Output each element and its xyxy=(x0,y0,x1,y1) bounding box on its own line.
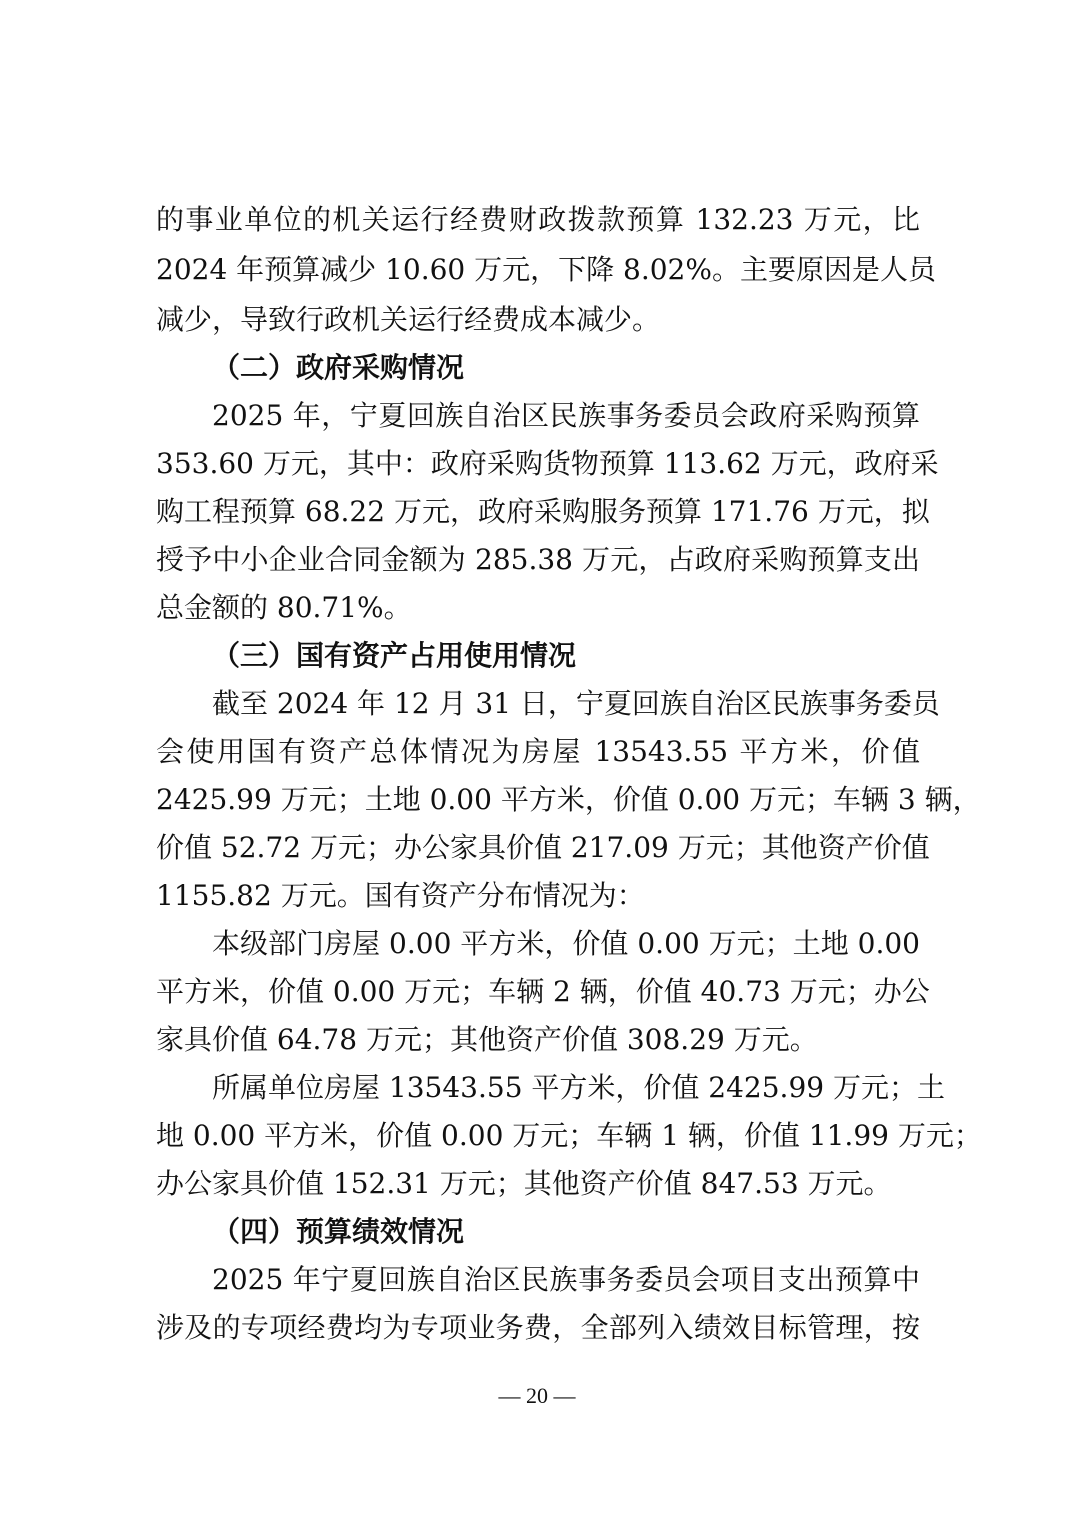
section-heading-state-assets: （三）国有资产占用使用情况 xyxy=(212,639,577,672)
paragraph-line: 会使用国有资产总体情况为房屋 13543.55 平方米，价值 xyxy=(156,735,920,768)
paragraph-line: 总金额的 80.71%。 xyxy=(156,591,412,624)
paragraph-line: 2425.99 万元；土地 0.00 平方米，价值 0.00 万元；车辆 3 辆， xyxy=(156,783,981,816)
page-number: — 20 — xyxy=(498,1383,576,1408)
paragraph-line: 减少，导致行政机关运行经费成本减少。 xyxy=(156,303,661,336)
paragraph-line: 截至 2024 年 12 月 31 日，宁夏回族自治区民族事务委员 xyxy=(212,687,940,720)
paragraph-line: 购工程预算 68.22 万元，政府采购服务预算 171.76 万元，拟 xyxy=(156,495,930,528)
paragraph-line: 2024 年预算减少 10.60 万元，下降 8.02%。主要原因是人员 xyxy=(156,253,936,286)
paragraph-line: 2025 年，宁夏回族自治区民族事务委员会政府采购预算 xyxy=(212,399,920,432)
paragraph-line: 1155.82 万元。国有资产分布情况为： xyxy=(156,879,645,912)
section-heading-performance: （四）预算绩效情况 xyxy=(212,1215,465,1248)
paragraph-line: 授予中小企业合同金额为 285.38 万元，占政府采购预算支出 xyxy=(156,543,920,576)
paragraph-line: 本级部门房屋 0.00 平方米，价值 0.00 万元；土地 0.00 xyxy=(212,927,920,960)
paragraph-line: 平方米，价值 0.00 万元；车辆 2 辆，价值 40.73 万元；办公 xyxy=(156,975,930,1008)
paragraph-line: 地 0.00 平方米，价值 0.00 万元；车辆 1 辆，价值 11.99 万元； xyxy=(156,1119,982,1152)
paragraph-line: 涉及的专项经费均为专项业务费，全部列入绩效目标管理，按 xyxy=(156,1311,920,1344)
paragraph-line: 的事业单位的机关运行经费财政拨款预算 132.23 万元，比 xyxy=(156,203,920,236)
section-heading-procurement: （二）政府采购情况 xyxy=(212,351,465,384)
paragraph-line: 2025 年宁夏回族自治区民族事务委员会项目支出预算中 xyxy=(212,1263,920,1296)
paragraph-line: 办公家具价值 152.31 万元；其他资产价值 847.53 万元。 xyxy=(156,1167,892,1200)
paragraph-line: 所属单位房屋 13543.55 平方米，价值 2425.99 万元；土 xyxy=(212,1071,945,1104)
paragraph-line: 价值 52.72 万元；办公家具价值 217.09 万元；其他资产价值 xyxy=(156,831,930,864)
paragraph-line: 家具价值 64.78 万元；其他资产价值 308.29 万元。 xyxy=(156,1023,818,1056)
paragraph-line: 353.60 万元，其中：政府采购货物预算 113.62 万元，政府采 xyxy=(156,447,939,480)
